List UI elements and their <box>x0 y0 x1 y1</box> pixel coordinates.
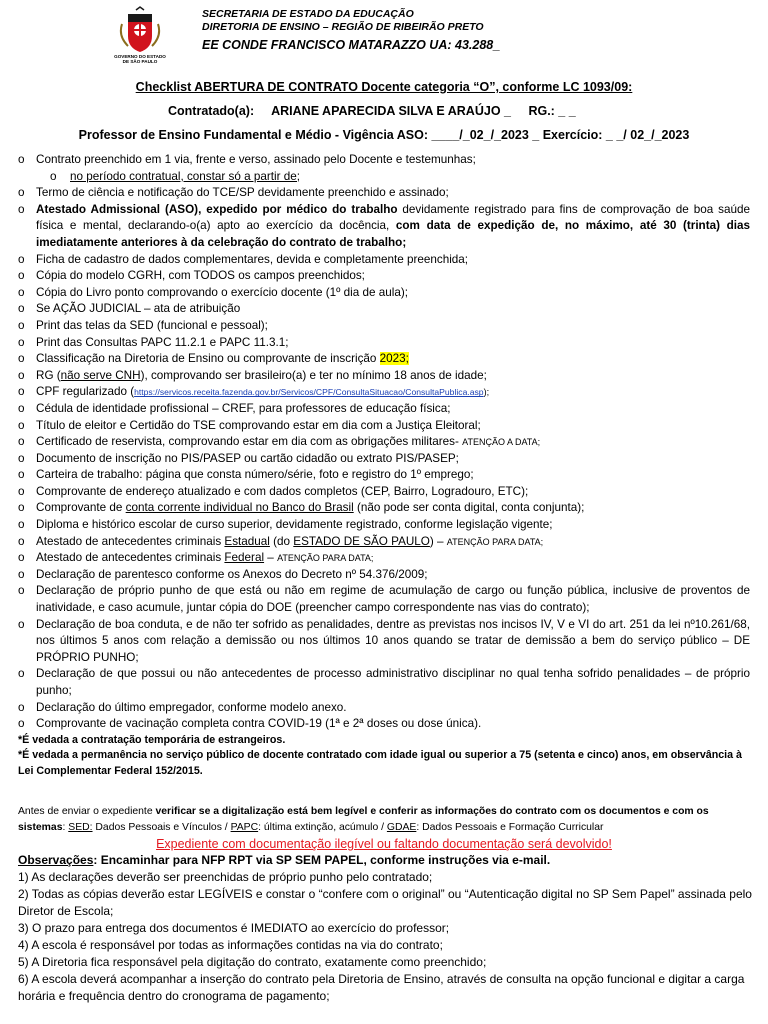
diretoria-line: DIRETORIA DE ENSINO – REGIÃO DE RIBEIRÃO PRETO <box>202 21 484 33</box>
list-item: o Declaração do último empregador, conforme modelo anexo. <box>18 700 750 717</box>
observacao-item: 3) O prazo para entrega dos documentos é IMEDIATO ao exercício do professor; <box>18 921 450 935</box>
list-item: o Se AÇÃO JUDICIAL – ata de atribuição <box>18 301 750 318</box>
bullet: o <box>18 153 25 166</box>
list-item: o Declaração de próprio punho de que está ou não em regime de acumulação de cargo ou função pública, inclusive de proventos de inatividade, e caso acumule, juntar cópia do DOE (preencher campo correspondente nas vias do contrato); <box>18 583 750 616</box>
list-item: o Declaração de parentesco conforme os Anexos do Decreto nº 54.376/2009; <box>18 567 750 584</box>
bullet: o <box>18 717 25 731</box>
bullet: o <box>18 202 25 216</box>
list-item: o Documento de inscrição no PIS/PASEP ou cartão cidadão ou extrato PIS/PASEP; <box>18 451 750 468</box>
bullet: o <box>18 484 25 498</box>
list-item: o RG (não serve CNH), comprovando ser brasileiro(a) e ter no mínimo 18 anos de idade; <box>18 368 750 385</box>
warning-text: Expediente com documentação ilegível ou faltando documentação será devolvido! <box>156 837 612 851</box>
list-item: o Comprovante de conta corrente individual no Banco do Brasil (não pode ser conta digital, conta conjunta); <box>18 500 750 517</box>
bullet: o <box>18 667 25 681</box>
observacao-item: 6) A escola deverá acompanhar a inserção do contrato pela Diretoria de Ensino, através de consulta na opção funcional e digitar a carga horária e frequência dentro do cronograma de pagamento; <box>18 972 745 1003</box>
school-line: EE CONDE FRANCISCO MATARAZZO UA: 43.288_ <box>202 38 501 52</box>
instructions-paragraph: Antes de enviar o expediente verificar se a digitalização está bem legível e conferir as informações do contrato com os documentos e com os sistemas: SED: Dados Pessoais e Vínculos / PAPC: última extinção, acúmulo / GDAE: Dados Pessoais e Formação Curricular <box>18 806 709 833</box>
observacao-item: 4) A escola é responsável por todas as informações contidas na via do contrato; <box>18 938 443 952</box>
bullet: o <box>18 468 25 482</box>
observacao-item: 1) As declarações deverão ser preenchidas de próprio punho pelo contratado; <box>18 870 433 884</box>
bullet: o <box>18 302 25 316</box>
bullet: o <box>18 435 25 449</box>
bullet: o <box>18 451 25 465</box>
checklist-title: Checklist ABERTURA DE CONTRATO Docente categoria “O”, conforme LC 1093/09: <box>135 80 633 94</box>
bullet: o <box>18 335 25 349</box>
list-item: o Declaração de que possui ou não antecedentes de processo administrativo disciplinar no qual tenha sofrido penalidades – de próprio punho; <box>18 666 750 699</box>
bullet: o <box>18 534 25 548</box>
bullet: o <box>18 584 25 598</box>
list-item: o Print das Consultas PAPC 11.2.1 e PAPC 11.3.1; <box>18 335 750 352</box>
bullet: o <box>18 567 25 581</box>
list-item: o Atestado de antecedentes criminais Federal – ATENÇÃO PARA DATA; <box>18 550 750 567</box>
observacao-item: 2) Todas as cópias deverão estar LEGÍVEIS e constar o “confere com o original” ou “Autenticação digital no SP Sem Papel” assinada pelo Diretor de Escola; <box>18 887 752 918</box>
observacao-item: 5) A Diretoria fica responsável pela digitação do contrato, exatamente como preenchido; <box>18 955 487 969</box>
list-item: o Diploma e histórico escolar de curso superior, devidamente registrado, conforme legislação vigente; <box>18 517 750 534</box>
list-item: o Classificação na Diretoria de Ensino ou comprovante de inscrição 2023; <box>18 351 750 368</box>
contratado-name: ARIANE APARECIDA SILVA E ARAÚJO _ <box>271 104 511 118</box>
list-item: o CPF regularizado (https://servicos.receita.fazenda.gov.br/Servicos/CPF/ConsultaSituacao/ConsultaPublica.asp); <box>18 384 750 401</box>
list-item: o Ficha de cadastro de dados complementares, devida e completamente preenchida; <box>18 252 750 269</box>
letterhead <box>202 8 500 53</box>
bullet: o <box>18 700 25 714</box>
coat-of-arms-logo <box>98 6 182 64</box>
list-item: o Cédula de identidade profissional – CREF, para professores de educação física; <box>18 401 750 418</box>
bullet: o <box>18 252 25 266</box>
svg-text:GOVERNO DO ESTADO: GOVERNO DO ESTADO <box>114 54 166 59</box>
list-item: o Print das telas da SED (funcional e pessoal); <box>18 318 750 335</box>
bullet: o <box>18 385 25 399</box>
contratado-label: Contratado(a): <box>168 104 255 118</box>
list-item: o Atestado Admissional (ASO), expedido por médico do trabalho devidamente registrado para fins de comprovação de boa saúde física e mental, declarando-o(a) apto ao exercício da docência, com data de expedição de, no máximo, até 30 (trinta) dias imediatamente anteriores à da celebração do contrato de trabalho; <box>18 202 750 252</box>
bullet: o <box>18 617 25 631</box>
list-item: o Certificado de reservista, comprovando estar em dia com as obrigações militares- ATENÇÃO A DATA; <box>18 434 750 451</box>
bullet: o <box>18 518 25 532</box>
bullet: o <box>18 368 25 382</box>
list-item: o Cópia do modelo CGRH, com TODOS os campos preenchidos; <box>18 268 750 285</box>
observacoes-heading: Observações: Encaminhar para NFP RPT via SP SEM PAPEL, conforme instruções via e-mail. <box>18 853 551 867</box>
sub-list-item: o no período contratual, constar só a partir de; <box>18 169 750 186</box>
bullet: o <box>18 401 25 415</box>
rg-field: RG.: _ _ <box>528 104 576 118</box>
bullet: o <box>18 551 25 565</box>
list-item: o Comprovante de vacinação completa contra COVID-19 (1ª e 2ª doses ou dose única). <box>18 716 750 733</box>
list-item: o Comprovante de endereço atualizado e com dados completos (CEP, Bairro, Logradouro, ETC); <box>18 484 750 501</box>
bullet: o <box>18 285 25 299</box>
list-item: o Cópia do Livro ponto comprovando o exercício docente (1º dia de aula); <box>18 285 750 302</box>
contract-line <box>168 104 590 118</box>
bullet: o <box>50 169 57 183</box>
list-item: o Contrato preenchido em 1 via, frente e verso, assinado pelo Docente e testemunhas; <box>18 152 750 169</box>
list-item: o Carteira de trabalho: página que consta número/série, foto e registro do 1º emprego; <box>18 467 750 484</box>
highlighted-year: 2023; <box>379 352 409 366</box>
bullet: o <box>18 269 25 283</box>
list-item: o Atestado de antecedentes criminais Estadual (do ESTADO DE SÃO PAULO) – ATENÇÃO PARA DATA; <box>18 534 750 551</box>
bullet: o <box>18 186 25 200</box>
list-item: o Título de eleitor e Certidão do TSE comprovando estar em dia com a Justiça Eleitoral; <box>18 418 750 435</box>
svg-text:DE SÃO PAULO: DE SÃO PAULO <box>122 59 158 64</box>
observacoes-section <box>18 852 758 1005</box>
bullet: o <box>18 352 25 366</box>
list-item: o Declaração de boa conduta, e de não ter sofrido as penalidades, dentre as previstas nos incisos IV, V e VI do art. 251 da lei nº10.261/68, nos últimos 5 anos com relação a demissão ou nos últimos 10 anos quando se tratar de demissão a bem do serviço público – DE PRÓPRIO PUNHO; <box>18 617 750 667</box>
checklist <box>18 152 750 779</box>
bullet: o <box>18 501 25 515</box>
secretaria-line: SECRETARIA DE ESTADO DA EDUCAÇÃO <box>202 8 414 20</box>
bullet: o <box>18 418 25 432</box>
note-estrangeiros: *É vedada a contratação temporária de estrangeiros. <box>18 733 286 746</box>
note-idade: *É vedada a permanência no serviço público de docente contratado com idade igual ou superior a 75 (setenta e cinco) anos, em observância à Lei Complementar Federal 152/2015. <box>18 749 743 777</box>
vigencia-line: Professor de Ensino Fundamental e Médio - Vigência ASO: ____/_02_/_2023 _ Exercício: _ _/ 02_/_2023 <box>78 128 690 142</box>
bullet: o <box>18 318 25 332</box>
cpf-consulta-link[interactable]: https://servicos.receita.fazenda.gov.br/Servicos/CPF/ConsultaSituacao/ConsultaPublica.asp <box>134 387 484 398</box>
list-item: o Termo de ciência e notificação do TCE/SP devidamente preenchido e assinado; <box>18 185 750 202</box>
